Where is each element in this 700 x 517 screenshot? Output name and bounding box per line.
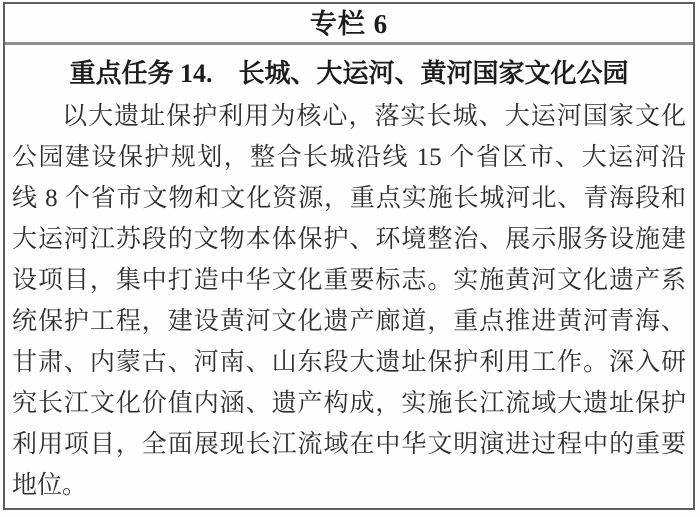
task-title-heading: 重点任务 14. 长城、大运河、黄河国家文化公园 [69, 59, 629, 88]
body-line: 究长江文化价值内涵、遗产构成，实施长江流域大遗址保护 [12, 390, 686, 417]
body-line: 线 8 个省市文物和文化资源，重点实施长城河北、青海段和 [12, 185, 686, 212]
column-number-heading: 专栏 6 [309, 8, 389, 39]
body-line: 统保护工程，建设黄河文化遗产廊道，重点推进黄河青海、 [12, 308, 686, 335]
column-box-header [5, 4, 693, 45]
body-line: 以大遗址保护利用为核心，落实长城、大运河国家文化 [62, 103, 686, 130]
body-line: 公园建设保护规划，整合长城沿线 15 个省区市、大运河沿 [12, 144, 686, 171]
body-line: 大运河江苏段的文物本体保护、环境整治、展示服务设施建 [12, 226, 686, 253]
body-line: 设项目，集中打造中华文化重要标志。实施黄河文化遗产系 [12, 267, 686, 294]
task-body-paragraph [5, 90, 693, 506]
body-line: 地位。 [12, 472, 88, 499]
body-line: 利用项目，全面展现长江流域在中华文明演进过程中的重要 [12, 431, 686, 458]
column-box [3, 2, 695, 510]
body-line: 甘肃、内蒙古、河南、山东段大遗址保护利用工作。深入研 [12, 349, 686, 376]
